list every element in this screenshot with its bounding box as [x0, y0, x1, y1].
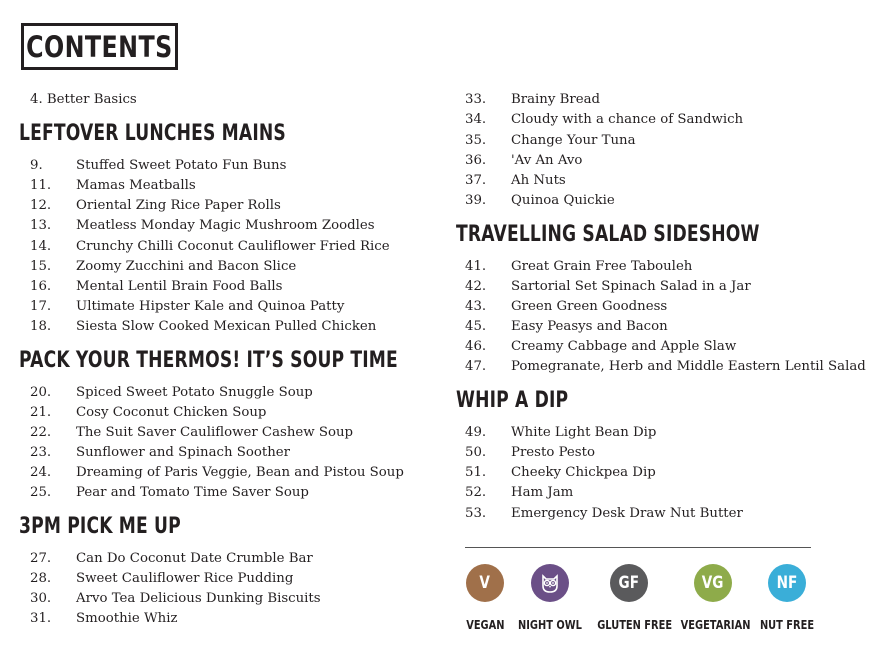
section-heading-leftover-lunches: LEFTOVER LUNCHES MAINS	[19, 121, 286, 146]
item-number: 15.	[30, 259, 52, 274]
item-number: 21.	[30, 405, 52, 420]
item-number: 22.	[30, 425, 52, 440]
owl-icon	[531, 564, 569, 602]
legend-label: GLUTEN FREE	[597, 618, 673, 632]
item-title: Ultimate Hipster Kale and Quinoa Patty	[76, 299, 345, 314]
item-number: 20.	[30, 385, 52, 400]
nut-free-badge-icon	[768, 564, 806, 602]
item-title: Pomegranate, Herb and Middle Eastern Lentil Salad	[511, 359, 866, 374]
item-number: 35.	[465, 133, 487, 148]
legend-nut-free	[747, 564, 827, 633]
item-title: Ah Nuts	[511, 173, 566, 188]
vegetarian-badge-icon	[694, 564, 732, 602]
item-title: Mamas Meatballs	[76, 178, 196, 193]
item-number: 34.	[465, 112, 487, 127]
section-heading-salad-sideshow: TRAVELLING SALAD SIDESHOW	[456, 222, 760, 247]
legend-divider	[465, 547, 811, 548]
legend-label: NIGHT OWL	[518, 618, 582, 632]
item-number: 51.	[465, 465, 487, 480]
intro-item: 4. Better Basics	[30, 92, 137, 107]
item-number: 25.	[30, 485, 52, 500]
owl-glyph-icon	[538, 571, 562, 595]
item-number: 36.	[465, 153, 487, 168]
item-title: White Light Bean Dip	[511, 425, 657, 440]
item-number: 50.	[465, 445, 487, 460]
item-number: 41.	[465, 259, 487, 274]
item-title: Sunflower and Spinach Soother	[76, 445, 291, 460]
item-title: Cosy Coconut Chicken Soup	[76, 405, 267, 420]
page-title: CONTENTS	[26, 29, 173, 64]
item-title: Spiced Sweet Potato Snuggle Soup	[76, 385, 313, 400]
item-number: 49.	[465, 425, 487, 440]
item-title: Sartorial Set Spinach Salad in a Jar	[511, 279, 751, 294]
section-heading-soup-time: PACK YOUR THERMOS! IT’S SOUP TIME	[19, 348, 398, 373]
item-number: 30.	[30, 591, 52, 606]
item-number: 43.	[465, 299, 487, 314]
item-number: 27.	[30, 551, 52, 566]
badge-letter: GF	[618, 573, 640, 593]
item-title: 'Av An Avo	[511, 153, 583, 168]
item-number: 23.	[30, 445, 52, 460]
item-title: Smoothie Whiz	[76, 611, 178, 626]
item-title: Ham Jam	[511, 485, 574, 500]
item-title: Great Grain Free Tabouleh	[511, 259, 693, 274]
item-number: 18.	[30, 319, 52, 334]
item-title: Crunchy Chilli Coconut Cauliflower Fried Rice	[76, 239, 390, 254]
contents-title-box	[21, 23, 178, 70]
item-title: Meatless Monday Magic Mushroom Zoodles	[76, 218, 375, 233]
item-title: Dreaming of Paris Veggie, Bean and Pistou Soup	[76, 465, 404, 480]
item-title: Easy Peasys and Bacon	[511, 319, 668, 334]
item-number: 9.	[30, 158, 43, 173]
item-title: Pear and Tomato Time Saver Soup	[76, 485, 309, 500]
item-number: 39.	[465, 193, 487, 208]
item-number: 33.	[465, 92, 487, 107]
item-number: 42.	[465, 279, 487, 294]
item-number: 45.	[465, 319, 487, 334]
item-number: 16.	[30, 279, 52, 294]
legend-vegetarian	[673, 564, 753, 633]
section-heading-3pm-pick-me-up: 3PM PICK ME UP	[19, 514, 181, 539]
item-number: 11.	[30, 178, 52, 193]
badge-letter: NF	[776, 573, 798, 593]
item-number: 13.	[30, 218, 52, 233]
legend-label: VEGETARIAN	[680, 618, 751, 632]
item-title: Stuffed Sweet Potato Fun Buns	[76, 158, 287, 173]
item-title: Change Your Tuna	[511, 133, 636, 148]
item-title: The Suit Saver Cauliflower Cashew Soup	[76, 425, 354, 440]
item-number: 31.	[30, 611, 52, 626]
item-number: 53.	[465, 506, 487, 521]
item-title: Creamy Cabbage and Apple Slaw	[511, 339, 737, 354]
legend-label: VEGAN	[465, 618, 505, 632]
item-title: Emergency Desk Draw Nut Butter	[511, 506, 743, 521]
item-title: Presto Pesto	[511, 445, 595, 460]
badge-letter: VG	[702, 573, 724, 593]
item-number: 24.	[30, 465, 52, 480]
item-title: Mental Lentil Brain Food Balls	[76, 279, 283, 294]
item-title: Sweet Cauliflower Rice Pudding	[76, 571, 294, 586]
gluten-free-badge-icon	[610, 564, 648, 602]
item-title: Arvo Tea Delicious Dunking Biscuits	[76, 591, 321, 606]
item-number: 17.	[30, 299, 52, 314]
item-number: 12.	[30, 198, 52, 213]
item-number: 47.	[465, 359, 487, 374]
item-title: Quinoa Quickie	[511, 193, 615, 208]
item-title: Oriental Zing Rice Paper Rolls	[76, 198, 281, 213]
legend-label: NUT FREE	[759, 618, 815, 632]
item-title: Can Do Coconut Date Crumble Bar	[76, 551, 313, 566]
item-number: 52.	[465, 485, 487, 500]
item-number: 14.	[30, 239, 52, 254]
item-title: Cloudy with a chance of Sandwich	[511, 112, 744, 127]
legend-gluten-free	[589, 564, 673, 633]
item-number: 46.	[465, 339, 487, 354]
section-heading-whip-a-dip: WHIP A DIP	[456, 388, 569, 413]
item-title: Siesta Slow Cooked Mexican Pulled Chicken	[76, 319, 377, 334]
item-number: 37.	[465, 173, 487, 188]
item-title: Zoomy Zucchini and Bacon Slice	[76, 259, 297, 274]
legend-night-owl	[510, 564, 590, 633]
item-title: Green Green Goodness	[511, 299, 668, 314]
badge-letter: V	[479, 573, 491, 593]
item-number: 28.	[30, 571, 52, 586]
vegan-badge-icon	[466, 564, 504, 602]
item-title: Cheeky Chickpea Dip	[511, 465, 656, 480]
item-title: Brainy Bread	[511, 92, 601, 107]
